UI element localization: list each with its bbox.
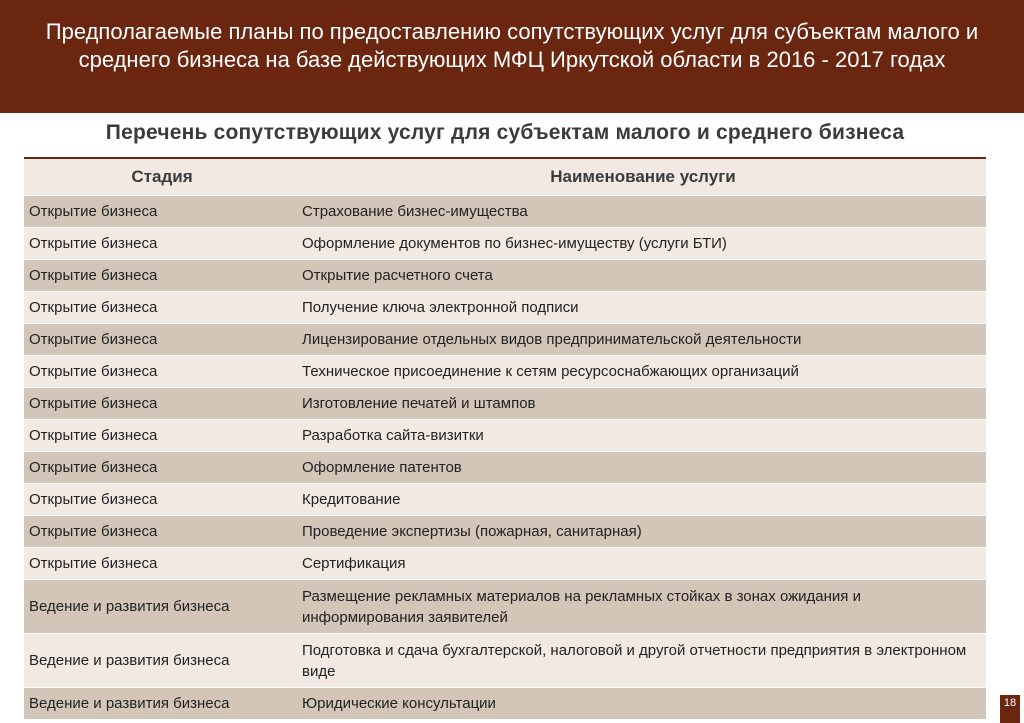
table-row	[24, 387, 986, 419]
table-row	[24, 323, 986, 355]
table-row	[24, 291, 986, 323]
cell-stage: Открытие бизнеса	[29, 523, 158, 540]
cell-stage: Открытие бизнеса	[29, 427, 158, 444]
table-row	[24, 483, 986, 515]
page-number-text: 18	[1003, 697, 1017, 709]
cell-service: Юридические консультации	[302, 695, 496, 712]
table-row	[24, 419, 986, 451]
table-row	[24, 355, 986, 387]
table-row	[24, 227, 986, 259]
table-header	[24, 159, 986, 195]
cell-stage: Ведение и развития бизнеса	[29, 598, 230, 615]
cell-stage: Открытие бизнеса	[29, 235, 158, 252]
cell-stage: Открытие бизнеса	[29, 555, 158, 572]
cell-service: Размещение рекламных материалов на рекламных стойках в зонах ожидания и информирования заявителей	[302, 587, 861, 626]
cell-stage: Открытие бизнеса	[29, 331, 158, 348]
table-row	[24, 515, 986, 547]
services-table	[24, 157, 986, 719]
cell-service: Оформление патентов	[302, 459, 462, 476]
cell-stage: Открытие бизнеса	[29, 491, 158, 508]
cell-service: Разработка сайта-визитки	[302, 427, 484, 444]
cell-service: Проведение экспертизы (пожарная, санитарная)	[302, 523, 642, 540]
cell-stage: Открытие бизнеса	[29, 395, 158, 412]
cell-service: Лицензирование отдельных видов предпринимательской деятельности	[302, 331, 802, 348]
title-banner	[0, 0, 1024, 113]
cell-stage: Открытие бизнеса	[29, 203, 158, 220]
cell-service: Изготовление печатей и штампов	[302, 395, 536, 412]
table-row	[24, 259, 986, 291]
cell-stage: Ведение и развития бизнеса	[29, 695, 230, 712]
column-header-service: Наименование услуги	[550, 167, 736, 186]
cell-stage: Открытие бизнеса	[29, 267, 158, 284]
table-row	[24, 451, 986, 483]
cell-stage: Открытие бизнеса	[29, 299, 158, 316]
page-number	[1000, 695, 1020, 723]
table-row	[24, 547, 986, 579]
table-title: Перечень сопутствующих услуг для субъектам малого и среднего бизнеса	[105, 121, 905, 144]
column-header-stage: Стадия	[131, 167, 193, 186]
cell-service: Получение ключа электронной подписи	[302, 299, 579, 316]
cell-service: Открытие расчетного счета	[302, 267, 493, 284]
cell-stage: Открытие бизнеса	[29, 363, 158, 380]
cell-service: Страхование бизнес-имущества	[302, 203, 528, 220]
cell-service: Сертификация	[302, 555, 406, 572]
cell-service: Подготовка и сдача бухгалтерской, налоговой и другой отчетности предприятия в электронном виде	[302, 641, 967, 680]
cell-stage: Ведение и развития бизнеса	[29, 652, 230, 669]
page-title: Предполагаемые планы по предоставлению сопутствующих услуг для субъектам малого и среднего бизнеса на базе действующих МФЦ Иркутской области в 2016 - 2017 годах	[45, 19, 979, 72]
cell-service: Техническое присоединение к сетям ресурсоснабжающих организаций	[302, 363, 799, 380]
table-row	[24, 633, 986, 687]
table-row	[24, 687, 986, 719]
cell-service: Кредитование	[302, 491, 401, 508]
table-row	[24, 195, 986, 227]
cell-service: Оформление документов по бизнес-имуществу (услуги БТИ)	[302, 235, 727, 252]
cell-stage: Открытие бизнеса	[29, 459, 158, 476]
table-row	[24, 579, 986, 633]
